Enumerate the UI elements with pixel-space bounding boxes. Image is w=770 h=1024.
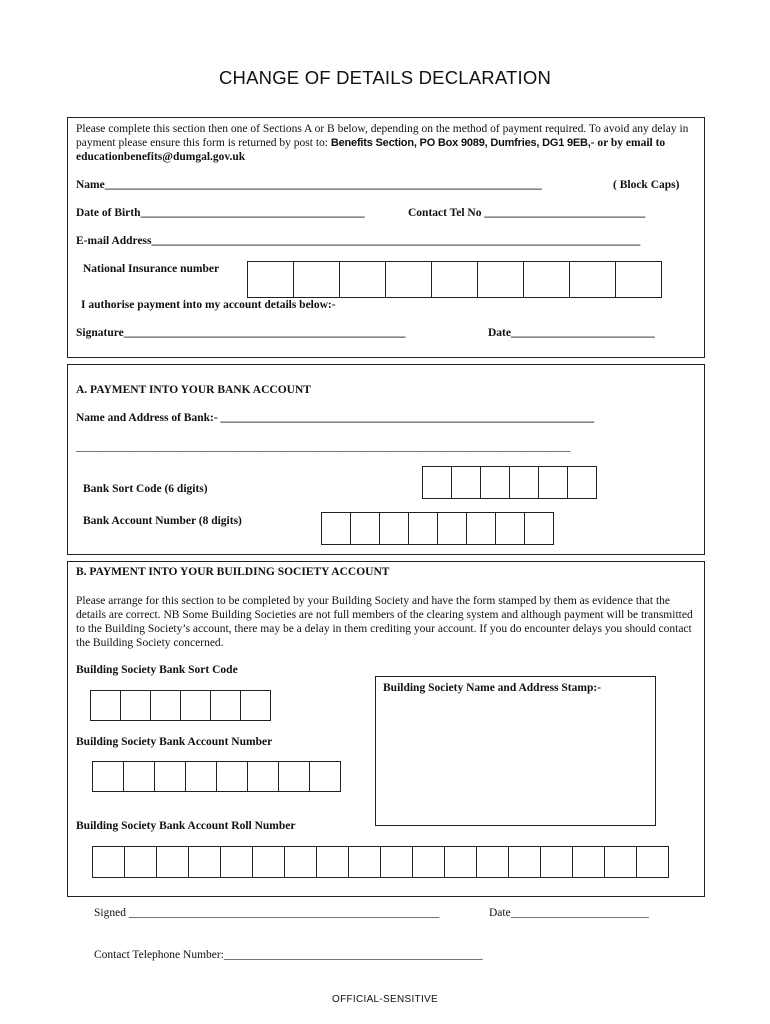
bs-account-box[interactable] — [123, 761, 155, 792]
date-of-birth-field[interactable]: Date of Birth_______________________________________ — [76, 207, 365, 219]
roll-box[interactable] — [156, 846, 189, 878]
account-box[interactable] — [408, 512, 438, 545]
bs-sort-code-box[interactable] — [180, 690, 211, 721]
account-box[interactable] — [379, 512, 409, 545]
signed-date-field[interactable]: Date________________________ — [489, 907, 649, 919]
roll-box[interactable] — [92, 846, 125, 878]
bs-sort-code-box[interactable] — [90, 690, 121, 721]
bs-account-box[interactable] — [92, 761, 124, 792]
ni-box[interactable] — [339, 261, 386, 298]
account-box[interactable] — [350, 512, 380, 545]
signature-field[interactable]: Signature_________________________________________________ — [76, 327, 406, 339]
roll-box[interactable] — [316, 846, 349, 878]
name-field[interactable]: Name____________________________________________________________________________ — [76, 179, 542, 191]
account-box[interactable] — [321, 512, 351, 545]
roll-box[interactable] — [508, 846, 541, 878]
ni-box[interactable] — [523, 261, 570, 298]
bank-address-line-2[interactable]: ______________________________________________________________________________________ — [76, 441, 571, 453]
sort-code-box[interactable] — [509, 466, 539, 499]
account-box[interactable] — [495, 512, 525, 545]
ni-number-boxes[interactable] — [247, 261, 661, 298]
roll-box[interactable] — [444, 846, 477, 878]
bs-sort-code-boxes[interactable] — [90, 690, 270, 721]
classification-footer: OFFICIAL-SENSITIVE — [332, 994, 438, 1005]
stamp-label: Building Society Name and Address Stamp:- — [383, 682, 602, 694]
roll-box[interactable] — [380, 846, 413, 878]
ni-box[interactable] — [293, 261, 340, 298]
roll-box[interactable] — [220, 846, 253, 878]
email-field[interactable]: E-mail Address_____________________________________________________________________________________ — [76, 235, 641, 247]
intro-address: Benefits Section, PO Box 9089, Dumfries, DG1 9EB, — [330, 137, 591, 149]
sort-code-box[interactable] — [538, 466, 568, 499]
section-a-heading: A. PAYMENT INTO YOUR BANK ACCOUNT — [76, 384, 311, 396]
bs-account-boxes[interactable] — [92, 761, 340, 792]
bs-account-label: Building Society Bank Account Number — [76, 736, 273, 748]
bs-roll-label: Building Society Bank Account Roll Number — [76, 820, 296, 832]
ni-box[interactable] — [385, 261, 432, 298]
account-box[interactable] — [524, 512, 554, 545]
ni-label: National Insurance number — [83, 263, 220, 275]
signed-field[interactable]: Signed ______________________________________________________ — [94, 907, 440, 919]
intro-text-1: Please complete this section then one of Sections A or B below, depending on the method of payment required. To avoid any delay in payment please ensure this form is returned by post to: — [76, 123, 689, 149]
bs-sort-code-box[interactable] — [240, 690, 271, 721]
stamp-box[interactable] — [375, 676, 656, 826]
ni-box[interactable] — [247, 261, 294, 298]
block-caps-note: ( Block Caps) — [613, 179, 680, 191]
section-b-paragraph: Please arrange for this section to be completed by your Building Society and have the form stamped by them as evidence that the details are correct. NB Some Building Societies are not full members of the clearing system and although payment will be transmitted to the Building Society’s account, there may be a delay in them crediting your account. If you do encounter delays you should contact the Building Society concerned. — [76, 595, 693, 649]
roll-box[interactable] — [412, 846, 445, 878]
bs-account-box[interactable] — [278, 761, 310, 792]
bank-account-boxes[interactable] — [321, 512, 553, 545]
bank-sort-code-label: Bank Sort Code (6 digits) — [83, 483, 208, 495]
ni-box[interactable] — [431, 261, 478, 298]
roll-box[interactable] — [252, 846, 285, 878]
sort-code-box[interactable] — [480, 466, 510, 499]
ni-box[interactable] — [569, 261, 616, 298]
bs-sort-code-box[interactable] — [150, 690, 181, 721]
roll-box[interactable] — [188, 846, 221, 878]
section-b-heading: B. PAYMENT INTO YOUR BUILDING SOCIETY ACCOUNT — [76, 566, 390, 578]
roll-box[interactable] — [572, 846, 605, 878]
contact-tel-field[interactable]: Contact Tel No ____________________________ — [408, 207, 646, 219]
date-field[interactable]: Date_________________________ — [488, 327, 655, 339]
page-title: CHANGE OF DETAILS DECLARATION — [219, 67, 551, 88]
bs-account-box[interactable] — [154, 761, 186, 792]
bank-account-label: Bank Account Number (8 digits) — [83, 515, 242, 527]
sort-code-box[interactable] — [422, 466, 452, 499]
roll-box[interactable] — [284, 846, 317, 878]
sort-code-box[interactable] — [567, 466, 597, 499]
account-box[interactable] — [437, 512, 467, 545]
bs-account-box[interactable] — [247, 761, 279, 792]
roll-box[interactable] — [604, 846, 637, 878]
authorise-statement: I authorise payment into my account details below:- — [81, 299, 336, 311]
ni-box[interactable] — [615, 261, 662, 298]
bs-sort-code-box[interactable] — [120, 690, 151, 721]
bs-roll-number-boxes[interactable] — [92, 846, 668, 878]
bs-sort-code-box[interactable] — [210, 690, 241, 721]
ni-box[interactable] — [477, 261, 524, 298]
sort-code-box[interactable] — [451, 466, 481, 499]
bs-account-box[interactable] — [216, 761, 248, 792]
bs-account-box[interactable] — [185, 761, 217, 792]
bank-name-address-field[interactable]: Name and Address of Bank:- _________________________________________________________________ — [76, 412, 595, 424]
intro-text-2: - or by email to educationbenefits@dumgal.gov.uk — [76, 137, 666, 163]
roll-box[interactable] — [348, 846, 381, 878]
bs-account-box[interactable] — [309, 761, 341, 792]
roll-box[interactable] — [476, 846, 509, 878]
roll-box[interactable] — [636, 846, 669, 878]
roll-box[interactable] — [124, 846, 157, 878]
bs-sort-code-label: Building Society Bank Sort Code — [76, 664, 238, 676]
account-box[interactable] — [466, 512, 496, 545]
contact-telephone-field[interactable]: Contact Telephone Number:_____________________________________________ — [94, 949, 483, 961]
bank-sort-code-boxes[interactable] — [422, 466, 596, 499]
roll-box[interactable] — [540, 846, 573, 878]
intro-text — [76, 122, 694, 164]
